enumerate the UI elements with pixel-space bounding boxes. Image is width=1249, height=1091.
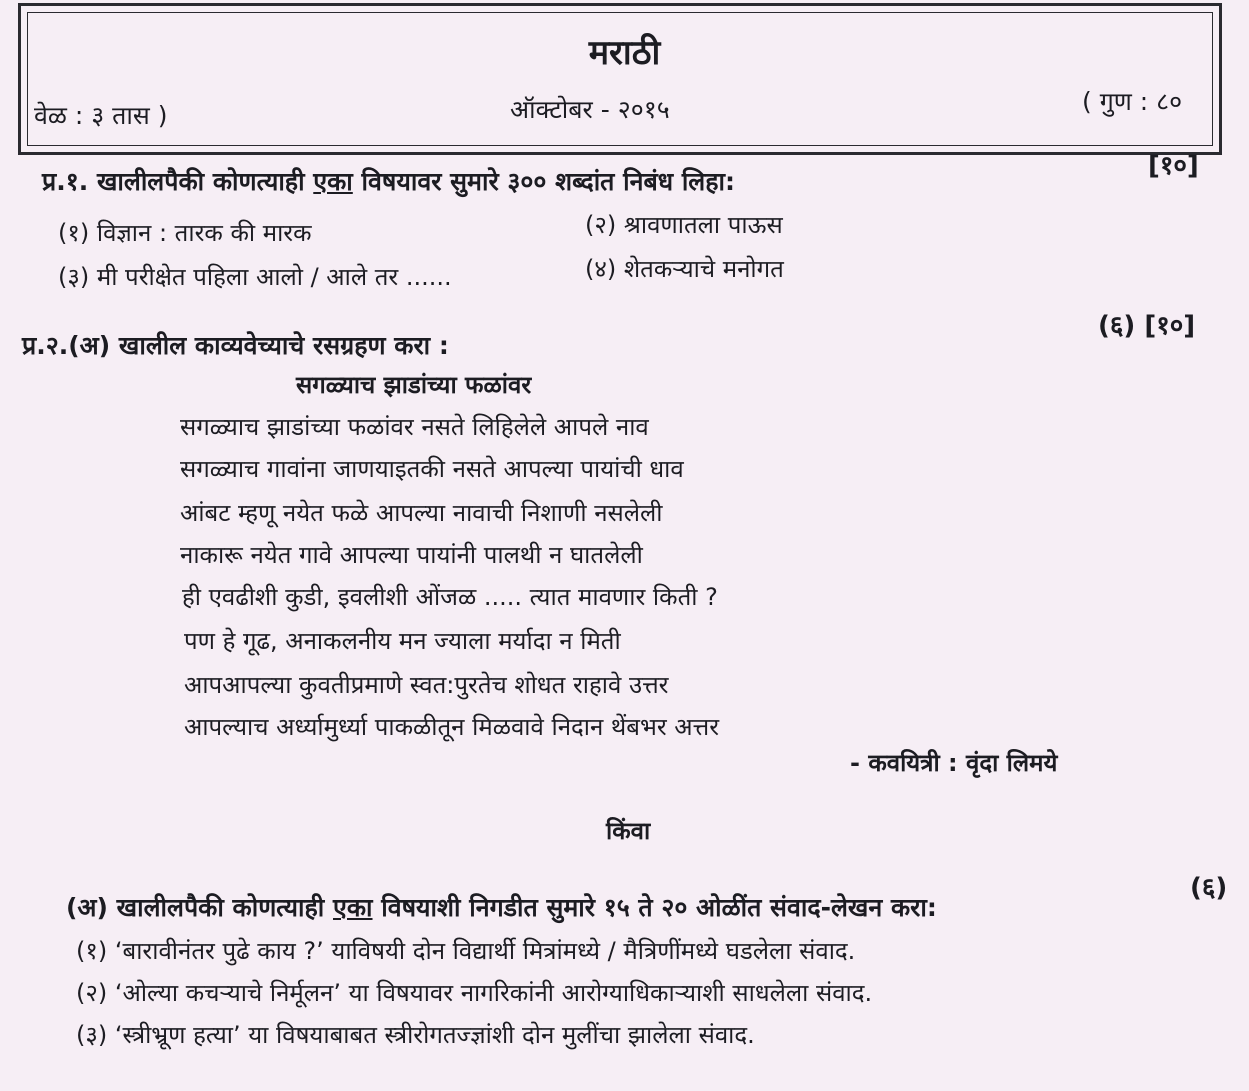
q1-prompt [42,164,735,198]
q1-option-num: (४) [585,255,617,283]
poem-title: सगळ्याच झाडांच्या फळांवर [296,371,532,399]
q1-option-text: श्रावणातला पाऊस [623,211,783,239]
q1-option-num: (२) [585,211,617,239]
q2b-option [76,934,855,967]
q2b-option [76,976,872,1009]
poem-line: सगळ्याच गावांना जाणयाइतकी नसते आपल्या पायांची धाव [180,455,684,483]
q1-text-before: खालीलपैकी कोणत्याही [96,167,305,196]
q1-option-text: मी परीक्षेत पहिला आलो / आले तर ...... [96,263,452,291]
poem-line: आंबट म्हणू नयेत फळे आपल्या नावाची निशाणी नसलेली [180,499,663,527]
q1-option-text: शेतकऱ्याचे मनोगत [623,255,784,283]
q1-option [585,208,783,241]
q2-marks: (६) [१०] [1098,311,1196,341]
poem-line: नाकारू नयेत गावे आपल्या पायांनी पालथी न घातलेली [180,541,643,569]
q2-label: प्र.२.(अ) [22,331,111,360]
q2b-option-text: ‘ओल्या कचऱ्याचे निर्मूलन’ या विषयावर नागरिकांनी आरोग्याधिकाऱ्याशी साधलेला संवाद. [114,979,873,1007]
or-separator: किंवा [606,817,651,845]
exam-duration: वेळ : ३ तास ) [34,101,168,130]
q1-text-after: विषयावर सुमारे ३०० शब्दांत निबंध लिहा: [361,167,736,196]
q2b-text-after: विषयाशी निगडीत सुमारे १५ ते २० ओळींत संवाद-लेखन करा: [381,893,937,922]
q2b-marks: (६) [1190,873,1228,903]
q2b-option-num: (१) [76,937,108,965]
q2b-option-text: ‘बारावीनंतर पुढे काय ?’ याविषयी दोन विद्यार्थी मित्रांमध्ये / मैत्रिणींमध्ये घडलेला संवाद. [114,937,856,965]
q2b-text-underlined: एका [333,893,373,922]
poem-line: सगळ्याच झाडांच्या फळांवर नसते लिहिलेले आपले नाव [180,413,649,441]
poet-credit: - कवयित्री : वृंदा लिमये [850,749,1058,777]
exam-date: ऑक्टोबर - २०१५ [510,95,670,124]
q1-text-underlined: एका [313,167,353,196]
q1-option-text: विज्ञान : तारक की मारक [96,219,312,247]
q1-label: प्र.१. [42,167,89,196]
q1-marks: [१०] [1148,151,1199,181]
q2b-label: (अ) [66,893,108,922]
subject-title: मराठी [588,33,661,73]
q1-option [585,252,784,285]
q2b-prompt [66,890,937,924]
q1-option [58,260,452,293]
q2b-option-text: ‘स्त्रीभ्रूण हत्या’ या विषयाबाबत स्त्रीरोगतज्ज्ञांशी दोन मुलींचा झालेला संवाद. [114,1021,755,1049]
q1-option [58,216,312,249]
total-marks: ( गुण : ८० [1082,87,1183,116]
q2b-option-num: (३) [76,1021,108,1049]
q1-option-num: (१) [58,219,90,247]
poem-line: ही एवढीशी कुडी, इवलीशी ओंजळ ..... त्यात मावणार किती ? [182,583,718,611]
q2b-text-before: खालीलपैकी कोणत्याही [116,893,325,922]
header-box [18,3,1222,155]
q2-text: खालील काव्यवेच्याचे रसग्रहण करा : [118,331,449,360]
q2b-option [76,1018,755,1051]
poem-line: आपल्याच अर्ध्यामुर्ध्या पाकळीतून मिळवावे निदान थेंबभर अत्तर [184,713,720,741]
poem-line: पण हे गूढ, अनाकलनीय मन ज्याला मर्यादा न मिती [184,627,621,655]
q2b-option-num: (२) [76,979,108,1007]
poem-line: आपआपल्या कुवतीप्रमाणे स्वत:पुरतेच शोधत राहावे उत्तर [184,671,669,699]
q2-prompt [22,328,449,362]
q1-option-num: (३) [58,263,90,291]
